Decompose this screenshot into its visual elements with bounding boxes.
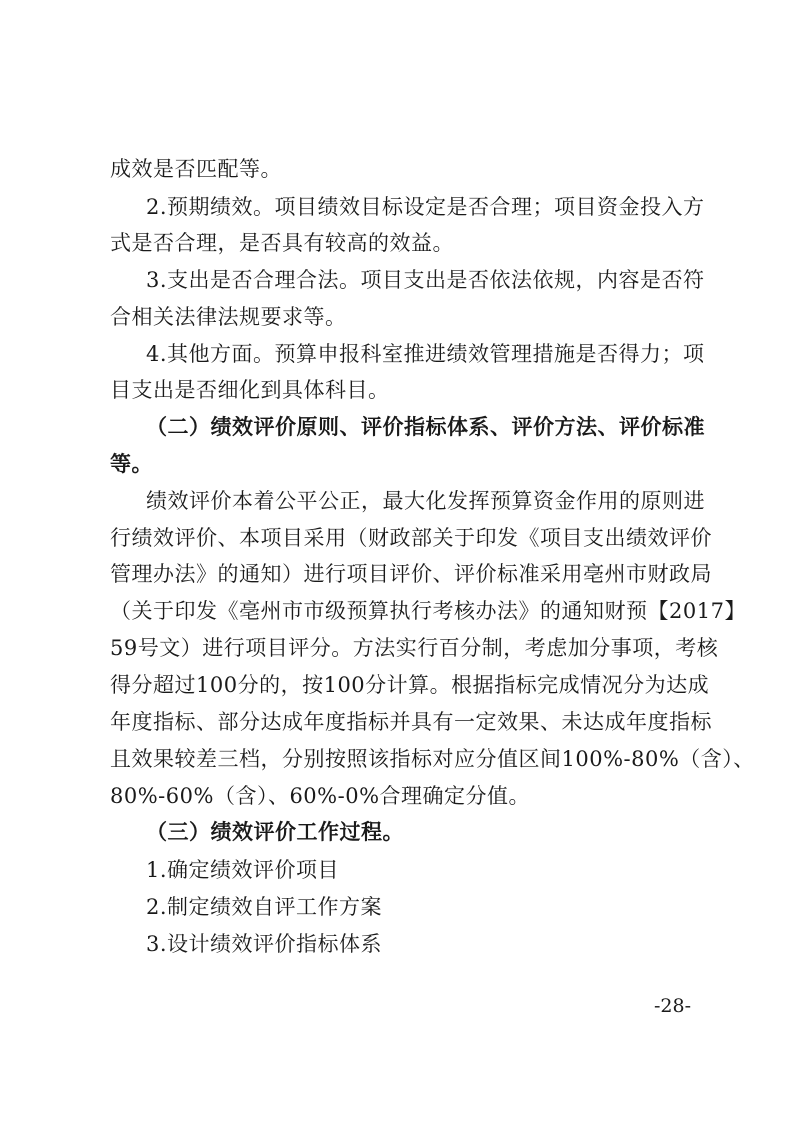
text-line: 59号文）进行项目评分。方法实行百分制，考虑加分事项，考核: [110, 636, 719, 660]
text-line: 4.其他方面。预算申报科室推进绩效管理措施是否得力；项: [146, 342, 705, 366]
text-line: （关于印发《亳州市市级预算执行考核办法》的通知财预【2017】: [110, 599, 746, 623]
page-number: -28-: [653, 995, 691, 1017]
text-line: 3.支出是否合理合法。项目支出是否依法依规，内容是否符: [146, 268, 705, 292]
text-line: 式是否合理，是否具有较高的效益。: [110, 231, 454, 255]
text-line: 绩效评价本着公平公正，最大化发挥预算资金作用的原则进: [146, 489, 705, 513]
text-line: 80%-60%（含）、60%-0%合理确定分值。: [110, 784, 531, 808]
section-heading: （二）绩效评价原则、评价指标体系、评价方法、评价标准: [146, 414, 705, 439]
list-item: 1.确定绩效评价项目: [146, 858, 340, 882]
text-line: 且效果较差三档，分别按照该指标对应分值区间100%-80%（含）、: [110, 747, 755, 771]
text-line: 管理办法》的通知）进行项目评价、评价标准采用亳州市财政局: [110, 562, 712, 586]
list-item: 3.设计绩效评价指标体系: [146, 932, 383, 956]
text-line: 2.预期绩效。项目绩效目标设定是否合理；项目资金投入方: [146, 195, 705, 219]
text-line: 行绩效评价、本项目采用（财政部关于印发《项目支出绩效评价: [110, 526, 712, 550]
section-heading-continued: 等。: [110, 451, 153, 476]
text-line: 成效是否匹配等。: [110, 157, 282, 181]
text-line: 合相关法律法规要求等。: [110, 305, 347, 329]
text-line: 得分超过100分的，按100分计算。根据指标完成情况分为达成: [110, 673, 710, 697]
section-heading: （三）绩效评价工作过程。: [146, 819, 404, 844]
text-line: 目支出是否细化到具体科目。: [110, 378, 390, 402]
text-line: 年度指标、部分达成年度指标并具有一定效果、未达成年度指标: [110, 710, 712, 734]
list-item: 2.制定绩效自评工作方案: [146, 895, 383, 919]
